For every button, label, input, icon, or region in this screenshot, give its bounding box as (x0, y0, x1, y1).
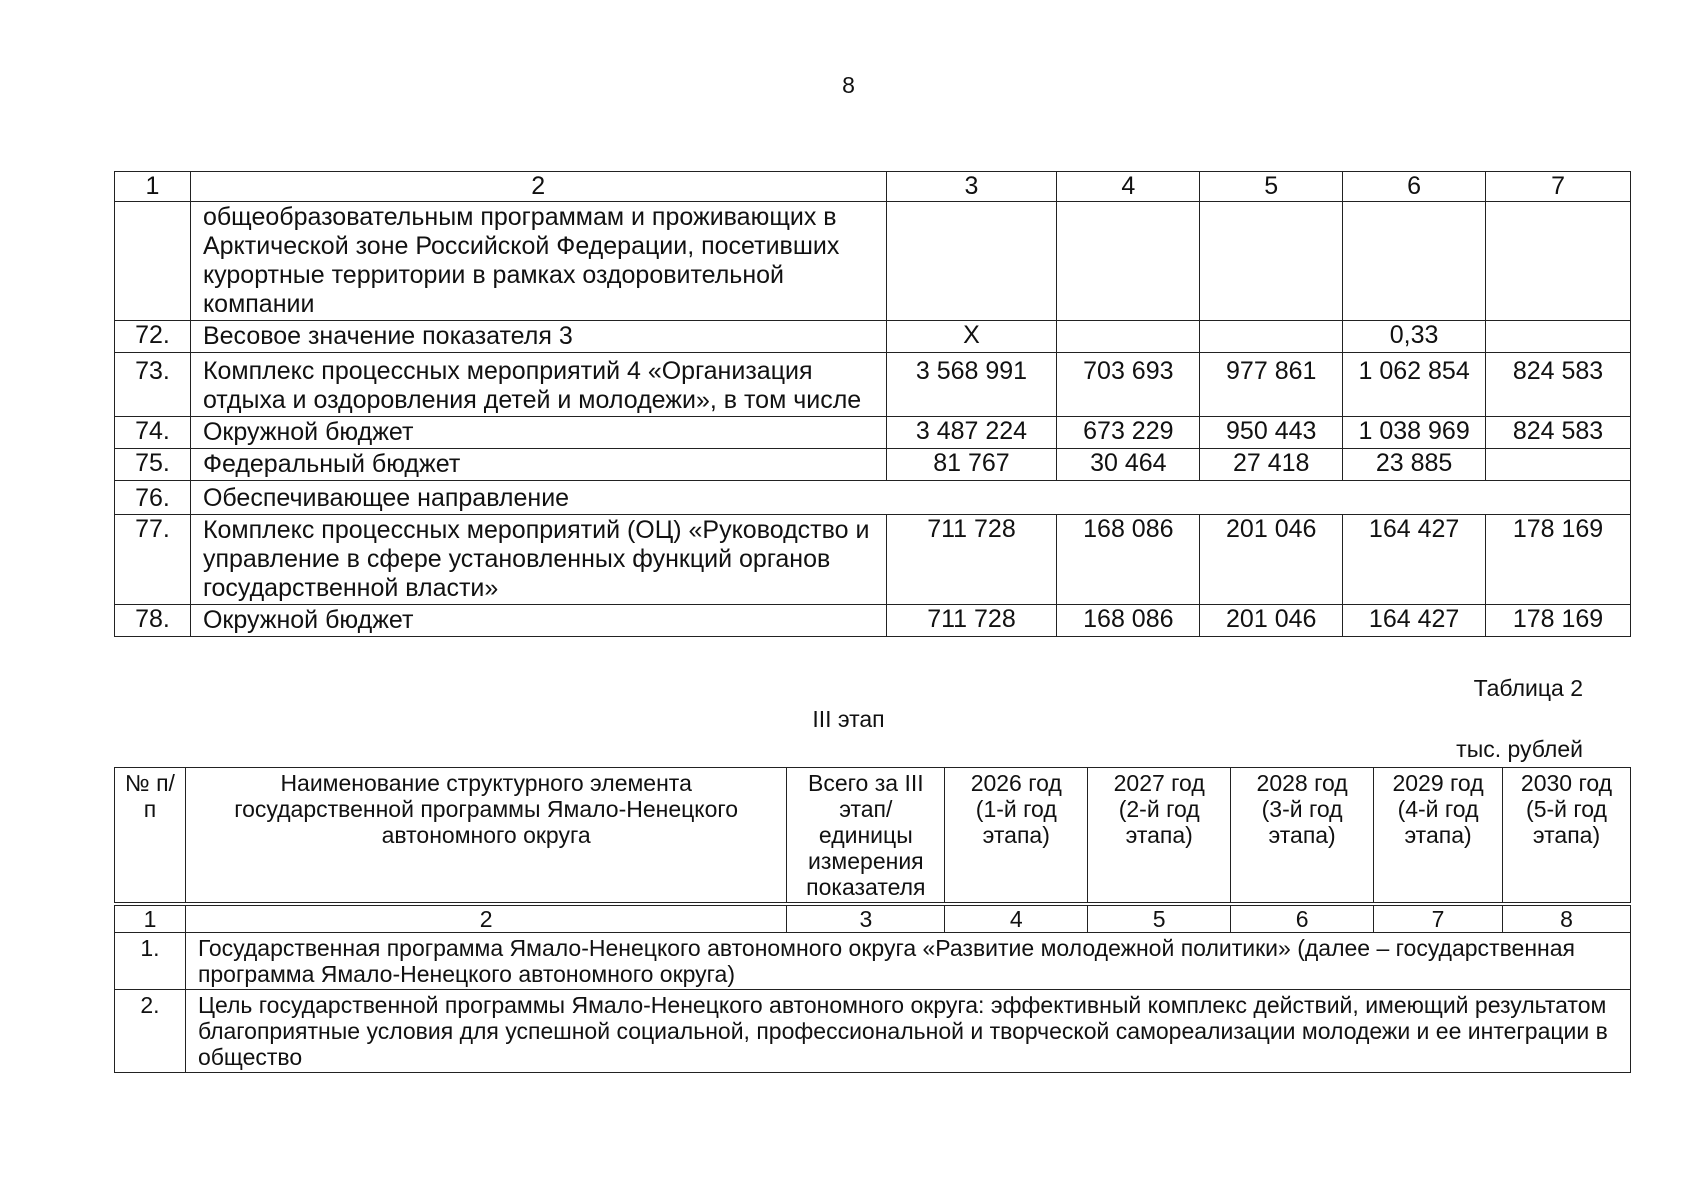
value-cell: 1 062 854 (1343, 353, 1486, 417)
section-row (115, 481, 1631, 515)
column-number: 1 (115, 904, 186, 933)
section-title: Обеспечивающее направление (190, 481, 1630, 515)
column-number: 8 (1503, 904, 1631, 933)
column-number: 5 (1088, 904, 1231, 933)
value-cell (1486, 202, 1631, 321)
row-name: Федеральный бюджет (190, 449, 886, 481)
value-cell (1200, 321, 1343, 353)
value-cell (886, 202, 1057, 321)
column-header: 2030 год (5-й год этапа) (1503, 768, 1631, 905)
column-header: 2028 год (3-й год этапа) (1231, 768, 1374, 905)
page-number: 8 (842, 72, 855, 98)
column-number: 7 (1374, 904, 1503, 933)
row-number: 78. (115, 605, 191, 637)
row-number: 75. (115, 449, 191, 481)
value-cell: 711 728 (886, 605, 1057, 637)
value-cell (1486, 449, 1631, 481)
column-number: 2 (190, 172, 886, 202)
table-row (115, 605, 1631, 637)
row-number: 73. (115, 353, 191, 417)
value-cell: 27 418 (1200, 449, 1343, 481)
value-cell: 23 885 (1343, 449, 1486, 481)
row-name: Комплекс процессных мероприятий 4 «Организация отдыха и оздоровления детей и молодежи», в том числе (190, 353, 886, 417)
column-number: 3 (787, 904, 945, 933)
header-row (115, 768, 1631, 905)
row-text: Цель государственной программы Ямало-Ненецкого автономного округа: эффективный комплекс действий, имеющий результатом благоприятные условия для успешной социальной, профессиональной и творческой самореализации молодежи и ее интеграции в общество (185, 990, 1630, 1073)
table-row (115, 990, 1631, 1073)
column-header: Наименование структурного элемента государственной программы Ямало-Ненецкого автономного округа (185, 768, 786, 905)
row-number: 76. (115, 481, 191, 515)
row-number: 77. (115, 515, 191, 605)
value-cell: 30 464 (1057, 449, 1200, 481)
value-cell: 164 427 (1343, 605, 1486, 637)
column-number: 3 (886, 172, 1057, 202)
value-cell: 824 583 (1486, 353, 1631, 417)
value-cell: 1 038 969 (1343, 417, 1486, 449)
column-header: 2029 год (4-й год этапа) (1374, 768, 1503, 905)
value-cell: 673 229 (1057, 417, 1200, 449)
value-cell: 201 046 (1200, 515, 1343, 605)
table-caption: Таблица 2 (1473, 675, 1583, 701)
row-number: 1. (115, 933, 186, 990)
table-row (115, 933, 1631, 990)
table-row (115, 321, 1631, 353)
column-number: 6 (1343, 172, 1486, 202)
value-cell: 164 427 (1343, 515, 1486, 605)
column-number: 1 (115, 172, 191, 202)
column-header: 2027 год (2-й год этапа) (1088, 768, 1231, 905)
units-label: тыс. рублей (1456, 736, 1583, 762)
row-name: Комплекс процессных мероприятий (ОЦ) «Руководство и управление в сфере установленных функций органов государственной власти» (190, 515, 886, 605)
row-name: Окружной бюджет (190, 605, 886, 637)
row-name: общеобразовательным программам и проживающих в Арктической зоне Российской Федерации, посетивших курортные территории в рамках оздоровительной компании (190, 202, 886, 321)
row-text: Государственная программа Ямало-Ненецкого автономного округа «Развитие молодежной политики» (далее – государственная программа Ямало-Ненецкого автономного округа) (185, 933, 1630, 990)
value-cell: 977 861 (1200, 353, 1343, 417)
value-cell (1343, 202, 1486, 321)
value-cell (1200, 202, 1343, 321)
value-cell: 168 086 (1057, 605, 1200, 637)
column-number: 4 (1057, 172, 1200, 202)
table-row (115, 202, 1631, 321)
column-header: Всего за III этап/ единицы измерения показателя (787, 768, 945, 905)
value-cell: 711 728 (886, 515, 1057, 605)
value-cell: 81 767 (886, 449, 1057, 481)
value-cell (1486, 321, 1631, 353)
row-name: Весовое значение показателя 3 (190, 321, 886, 353)
program-table (114, 767, 1631, 1073)
column-number: 2 (185, 904, 786, 933)
table-row (115, 449, 1631, 481)
value-cell: 3 487 224 (886, 417, 1057, 449)
value-cell: Х (886, 321, 1057, 353)
value-cell: 201 046 (1200, 605, 1343, 637)
table-row (115, 353, 1631, 417)
column-number: 4 (945, 904, 1088, 933)
budget-table (114, 171, 1631, 637)
column-number: 5 (1200, 172, 1343, 202)
row-number (115, 202, 191, 321)
row-number: 2. (115, 990, 186, 1073)
column-number: 7 (1486, 172, 1631, 202)
row-number: 74. (115, 417, 191, 449)
column-header: № п/п (115, 768, 186, 905)
table-row (115, 417, 1631, 449)
value-cell: 178 169 (1486, 515, 1631, 605)
table-row (115, 515, 1631, 605)
value-cell (1057, 202, 1200, 321)
value-cell: 824 583 (1486, 417, 1631, 449)
value-cell: 950 443 (1200, 417, 1343, 449)
column-number-row (115, 172, 1631, 202)
row-number: 72. (115, 321, 191, 353)
column-header: 2026 год (1-й год этапа) (945, 768, 1088, 905)
value-cell: 3 568 991 (886, 353, 1057, 417)
column-number-row (115, 904, 1631, 933)
row-name: Окружной бюджет (190, 417, 886, 449)
value-cell: 178 169 (1486, 605, 1631, 637)
value-cell: 703 693 (1057, 353, 1200, 417)
stage-title: III этап (812, 706, 885, 732)
column-number: 6 (1231, 904, 1374, 933)
value-cell: 0,33 (1343, 321, 1486, 353)
value-cell (1057, 321, 1200, 353)
value-cell: 168 086 (1057, 515, 1200, 605)
